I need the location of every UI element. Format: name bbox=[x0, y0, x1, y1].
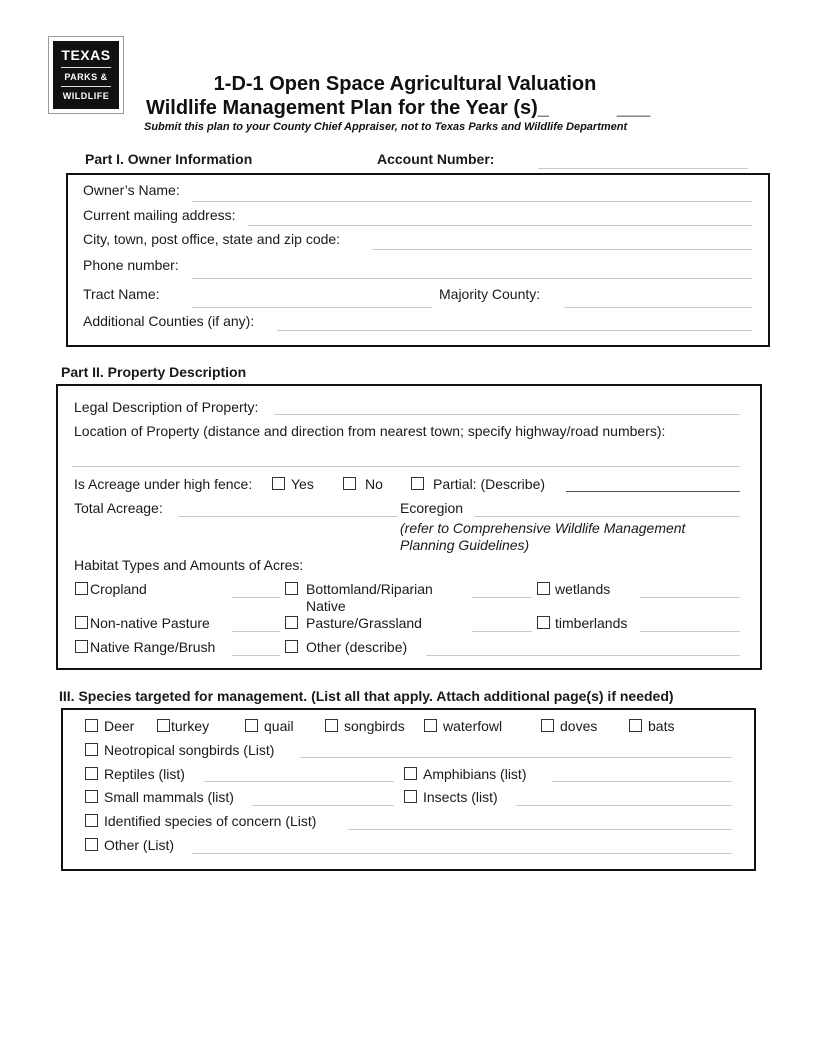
high-fence-yes-label: Yes bbox=[291, 476, 314, 492]
owner-name-label: Owner’s Name: bbox=[83, 182, 180, 198]
deer-checkbox[interactable] bbox=[85, 719, 98, 732]
native-range-label: Native Range/Brush bbox=[90, 639, 216, 655]
other-species-field[interactable] bbox=[192, 853, 732, 854]
phone-field[interactable] bbox=[192, 278, 752, 279]
reptiles-label: Reptiles (list) bbox=[104, 766, 185, 782]
neotropical-label: Neotropical songbirds (List) bbox=[104, 742, 275, 758]
reptiles-field[interactable] bbox=[204, 781, 394, 782]
native-range-checkbox[interactable] bbox=[75, 640, 88, 653]
form-subtitle: Wildlife Management Plan for the Year (s)_ ___ bbox=[146, 97, 651, 119]
mailing-address-label: Current mailing address: bbox=[83, 207, 236, 223]
logo-text-parks: PARKS & bbox=[64, 72, 108, 82]
high-fence-partial-field[interactable] bbox=[566, 491, 740, 492]
high-fence-yes-checkbox[interactable] bbox=[272, 477, 285, 490]
non-native-pasture-checkbox[interactable] bbox=[75, 616, 88, 629]
majority-county-field[interactable] bbox=[564, 307, 752, 308]
non-native-pasture-label: Non-native Pasture bbox=[90, 615, 210, 631]
species-of-concern-field[interactable] bbox=[348, 829, 732, 830]
legal-description-label: Legal Description of Property: bbox=[74, 399, 259, 415]
tract-name-field[interactable] bbox=[192, 307, 432, 308]
account-number-label: Account Number: bbox=[377, 151, 495, 167]
location-label: Location of Property (distance and direction from nearest town; specify highway/road numbers): bbox=[74, 423, 666, 439]
bottomland-checkbox[interactable] bbox=[285, 582, 298, 595]
cropland-acres-field[interactable] bbox=[232, 597, 280, 598]
other-habitat-checkbox[interactable] bbox=[285, 640, 298, 653]
mailing-address-field[interactable] bbox=[248, 225, 752, 226]
turkey-checkbox[interactable] bbox=[157, 719, 170, 732]
neotropical-field[interactable] bbox=[300, 757, 732, 758]
timberlands-acres-field[interactable] bbox=[640, 631, 740, 632]
bats-label: bats bbox=[648, 718, 675, 734]
deer-label: Deer bbox=[104, 718, 135, 734]
city-label: City, town, post office, state and zip code: bbox=[83, 231, 341, 247]
doves-label: doves bbox=[560, 718, 598, 734]
native-pasture-checkbox[interactable] bbox=[285, 616, 298, 629]
insects-checkbox[interactable] bbox=[404, 790, 417, 803]
high-fence-label: Is Acreage under high fence: bbox=[74, 476, 253, 492]
year-blank[interactable]: ___ bbox=[616, 97, 651, 119]
part2-heading: Part II. Property Description bbox=[61, 364, 247, 380]
wetlands-label: wetlands bbox=[555, 581, 611, 597]
ecoregion-note: (refer to Comprehensive Wildlife Management bbox=[400, 520, 686, 536]
songbirds-label: songbirds bbox=[344, 718, 405, 734]
other-species-checkbox[interactable] bbox=[85, 838, 98, 851]
submission-instruction: Submit this plan to your County Chief Appraiser, not to Texas Parks and Wildlife Department bbox=[144, 121, 628, 133]
turkey-label: turkey bbox=[171, 718, 210, 734]
total-acreage-label: Total Acreage: bbox=[74, 500, 163, 516]
ecoregion-note-2: Planning Guidelines) bbox=[400, 537, 530, 553]
songbirds-checkbox[interactable] bbox=[325, 719, 338, 732]
small-mammals-checkbox[interactable] bbox=[85, 790, 98, 803]
non-native-pasture-acres-field[interactable] bbox=[232, 631, 280, 632]
other-habitat-label: Other (describe) bbox=[306, 639, 408, 655]
native-pasture-label-line1: Native bbox=[306, 598, 346, 614]
amphibians-checkbox[interactable] bbox=[404, 767, 417, 780]
location-field[interactable] bbox=[72, 466, 740, 467]
amphibians-label: Amphibians (list) bbox=[423, 766, 527, 782]
amphibians-field[interactable] bbox=[552, 781, 732, 782]
majority-county-label: Majority County: bbox=[439, 286, 541, 302]
city-field[interactable] bbox=[372, 249, 752, 250]
other-species-label: Other (List) bbox=[104, 837, 175, 853]
bottomland-label: Bottomland/Riparian bbox=[306, 581, 433, 597]
species-of-concern-label: Identified species of concern (List) bbox=[104, 813, 317, 829]
waterfowl-label: waterfowl bbox=[443, 718, 503, 734]
logo-text-wildlife: WILDLIFE bbox=[62, 91, 110, 101]
phone-label: Phone number: bbox=[83, 257, 179, 273]
high-fence-no-label: No bbox=[365, 476, 383, 492]
timberlands-checkbox[interactable] bbox=[537, 616, 550, 629]
native-range-acres-field[interactable] bbox=[232, 655, 280, 656]
part3-heading: III. Species targeted for management. (List all that apply. Attach additional page(s) if needed) bbox=[59, 688, 674, 704]
quail-label: quail bbox=[264, 718, 294, 734]
ecoregion-label: Ecoregion bbox=[400, 500, 464, 516]
species-of-concern-checkbox[interactable] bbox=[85, 814, 98, 827]
cropland-label: Cropland bbox=[90, 581, 147, 597]
native-pasture-acres-field[interactable] bbox=[472, 631, 532, 632]
reptiles-checkbox[interactable] bbox=[85, 767, 98, 780]
timberlands-label: timberlands bbox=[555, 615, 628, 631]
part1-heading: Part I. Owner Information bbox=[85, 151, 253, 167]
quail-checkbox[interactable] bbox=[245, 719, 258, 732]
bottomland-acres-field[interactable] bbox=[472, 597, 532, 598]
habitat-heading: Habitat Types and Amounts of Acres: bbox=[74, 557, 304, 573]
legal-description-field[interactable] bbox=[274, 414, 740, 415]
tract-name-label: Tract Name: bbox=[83, 286, 160, 302]
high-fence-partial-checkbox[interactable] bbox=[411, 477, 424, 490]
other-habitat-field[interactable] bbox=[426, 655, 740, 656]
small-mammals-field[interactable] bbox=[252, 805, 394, 806]
additional-counties-label: Additional Counties (if any): bbox=[83, 313, 255, 329]
owner-name-field[interactable] bbox=[192, 201, 752, 202]
wetlands-acres-field[interactable] bbox=[640, 597, 740, 598]
high-fence-no-checkbox[interactable] bbox=[343, 477, 356, 490]
ecoregion-field[interactable] bbox=[474, 516, 740, 517]
form-title: 1-D-1 Open Space Agricultural Valuation bbox=[213, 73, 597, 95]
insects-label: Insects (list) bbox=[423, 789, 498, 805]
doves-checkbox[interactable] bbox=[541, 719, 554, 732]
wetlands-checkbox[interactable] bbox=[537, 582, 550, 595]
bats-checkbox[interactable] bbox=[629, 719, 642, 732]
additional-counties-field[interactable] bbox=[277, 330, 752, 331]
waterfowl-checkbox[interactable] bbox=[424, 719, 437, 732]
account-number-field[interactable] bbox=[538, 168, 748, 169]
native-pasture-label-line2: Pasture/Grassland bbox=[306, 615, 422, 631]
insects-field[interactable] bbox=[516, 805, 732, 806]
high-fence-partial-label: Partial: (Describe) bbox=[433, 476, 546, 492]
logo-text-texas: TEXAS bbox=[61, 47, 111, 63]
small-mammals-label: Small mammals (list) bbox=[104, 789, 234, 805]
total-acreage-field[interactable] bbox=[178, 516, 398, 517]
neotropical-checkbox[interactable] bbox=[85, 743, 98, 756]
cropland-checkbox[interactable] bbox=[75, 582, 88, 595]
